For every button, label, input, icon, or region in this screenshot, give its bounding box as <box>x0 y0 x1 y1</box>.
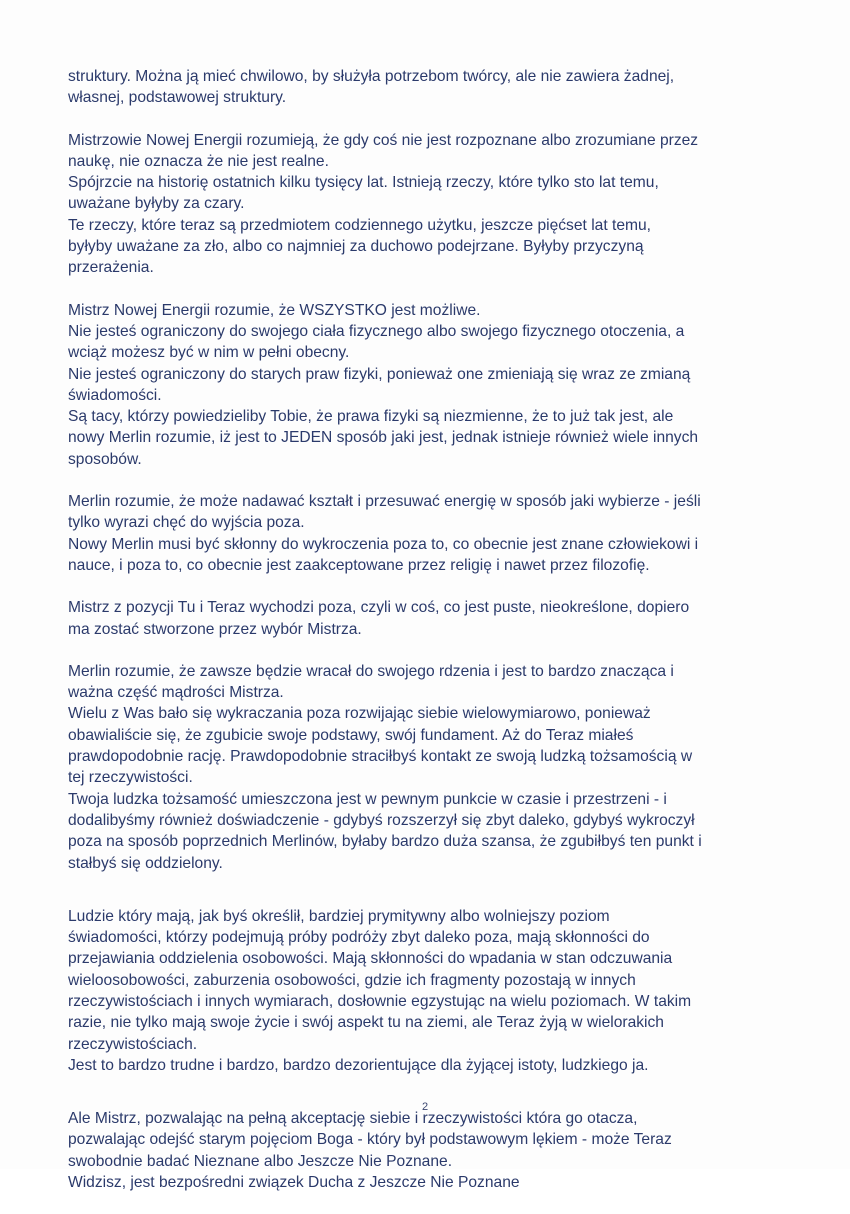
text-line: Jest to bardzo trudne i bardzo, bardzo dezorientujące dla żyjącej istoty, ludzkiego ja. <box>68 1056 649 1074</box>
text-line: Nie jesteś ograniczony do swojego ciała fizycznego albo swojego fizycznego otoczenia, a <box>68 322 685 340</box>
text-line: Ludzie który mają, jak byś określił, bardziej prymitywny albo wolniejszy poziom <box>68 907 610 925</box>
text-line: swobodnie badać Nieznane albo Jeszcze Nie Poznane. <box>68 1152 453 1170</box>
text-line: własnej, podstawowej struktury. <box>68 89 287 107</box>
text-line: Merlin rozumie, że może nadawać kształt i przesuwać energię w sposób jaki wybierze - jeśli <box>68 493 701 511</box>
text-line: obawialiście się, że zgubicie swoje podstawy, swój fundament. Aż do Teraz miałeś <box>68 726 634 744</box>
text-line: przejawiania oddzielenia osobowości. Mają skłonności do wpadania w stan odczuwania <box>68 950 673 968</box>
text-line: świadomości. <box>68 386 162 404</box>
text-line: nowy Merlin rozumie, iż jest to JEDEN sposób jaki jest, jednak istnieje również wiele innych <box>68 429 699 447</box>
text-line: Są tacy, którzy powiedzieliby Tobie, że prawa fizyki są niezmienne, że to już tak jest, ale <box>68 408 674 426</box>
page-number: 2 <box>421 1101 429 1113</box>
text-line: Nowy Merlin musi być skłonny do wykroczenia poza to, co obecnie jest znane człowiekowi i <box>68 535 699 553</box>
paragraph <box>68 300 788 470</box>
text-line: Widzisz, jest bezpośredni związek Ducha z Jeszcze Nie Poznane <box>68 1174 520 1192</box>
paragraph <box>68 661 788 874</box>
text-line: poza na sposób poprzednich Merlinów, byłaby bardzo duża szansa, że zgubiłbyś ten punkt i <box>68 833 702 851</box>
text-line: Nie jesteś ograniczony do starych praw fizyki, ponieważ one zmieniają się wraz ze zmianą <box>68 365 691 383</box>
text-line: Ale Mistrz, pozwalając na pełną akceptację siebie i rzeczywistości która go otacza, <box>68 1110 638 1128</box>
text-line: byłyby uważane za zło, albo co najmniej za duchowo podejrzane. Byłyby przyczyną <box>68 238 644 256</box>
text-line: Twoja ludzka tożsamość umieszczona jest w pewnym punkcie w czasie i przestrzeni - i <box>68 790 667 808</box>
text-line: sposobów. <box>68 450 142 468</box>
text-line: nauce, i poza to, co obecnie jest zaakceptowane przez religię i nawet przez filozofię. <box>68 556 650 574</box>
text-line: Mistrzowie Nowej Energii rozumieją, że gdy coś nie jest rozpoznane albo zrozumiane przez <box>68 131 699 149</box>
paragraph <box>68 906 788 1076</box>
text-line: wciąż możesz być w nim w pełni obecny. <box>68 344 350 362</box>
text-line: tylko wyrazi chęć do wyjścia poza. <box>68 514 305 532</box>
text-line: Te rzeczy, które teraz są przedmiotem codziennego użytku, jeszcze pięćset lat temu, <box>68 216 651 234</box>
text-line: struktury. Można ją mieć chwilowo, by służyła potrzebom twórcy, ale nie zawiera żadnej, <box>68 68 675 85</box>
text-line: rzeczywistościach i innych wymiarach, dosłownie egzystując na wielu poziomach. W takim <box>68 992 692 1010</box>
text-line: razie, nie tylko mają swoje życie i swój aspekt tu na ziemi, ale Teraz żyją w wielorakich <box>68 1014 664 1032</box>
text-line: Mistrz z pozycji Tu i Teraz wychodzi poza, czyli w coś, co jest puste, nieokreślone, dopiero <box>68 599 690 617</box>
text-line: Spójrzcie na historię ostatnich kilku tysięcy lat. Istnieją rzeczy, które tylko sto lat temu, <box>68 174 659 192</box>
text-line: Wielu z Was bało się wykraczania poza rozwijając siebie wielowymiarowo, ponieważ <box>68 705 651 723</box>
text-line: ważna część mądrości Mistrza. <box>68 684 284 702</box>
text-line: wieloosobowości, zaburzenia osobowości, gdzie ich fragmenty pozostają w innych <box>68 971 636 989</box>
text-line: stałbyś się oddzielony. <box>68 854 223 872</box>
text-line: tej rzeczywistości. <box>68 769 193 787</box>
paragraph <box>68 1108 788 1193</box>
text-line: prawdopodobnie rację. Prawdopodobnie straciłbyś kontakt ze swoją ludzką tożsamością w <box>68 748 693 766</box>
text-line: uważane byłyby za czary. <box>68 195 245 213</box>
text-line: przerażenia. <box>68 259 154 277</box>
text-line: świadomości, którzy podejmują próby podróży zbyt daleko poza, mają skłonności do <box>68 929 650 947</box>
text-line: Mistrz Nowej Energii rozumie, że WSZYSTKO jest możliwe. <box>68 301 481 319</box>
text-line: rzeczywistościach. <box>68 1035 198 1053</box>
text-line: Merlin rozumie, że zawsze będzie wracał do swojego rdzenia i jest to bardzo znacząca i <box>68 662 674 680</box>
text-line: naukę, nie oznacza że nie jest realne. <box>68 152 329 170</box>
document-body <box>68 66 788 1214</box>
text-line: ma zostać stworzone przez wybór Mistrza. <box>68 620 362 638</box>
text-line: dodalibyśmy również doświadczenie - gdybyś rozszerzył się zbyt daleko, gdybyś wykroczył <box>68 811 695 829</box>
paragraph <box>68 130 788 279</box>
text-line: pozwalając odejść starym pojęciom Boga - który był podstawowym lękiem - może Teraz <box>68 1131 672 1149</box>
paragraph <box>68 597 788 640</box>
paragraph <box>68 66 788 109</box>
paragraph <box>68 491 788 576</box>
